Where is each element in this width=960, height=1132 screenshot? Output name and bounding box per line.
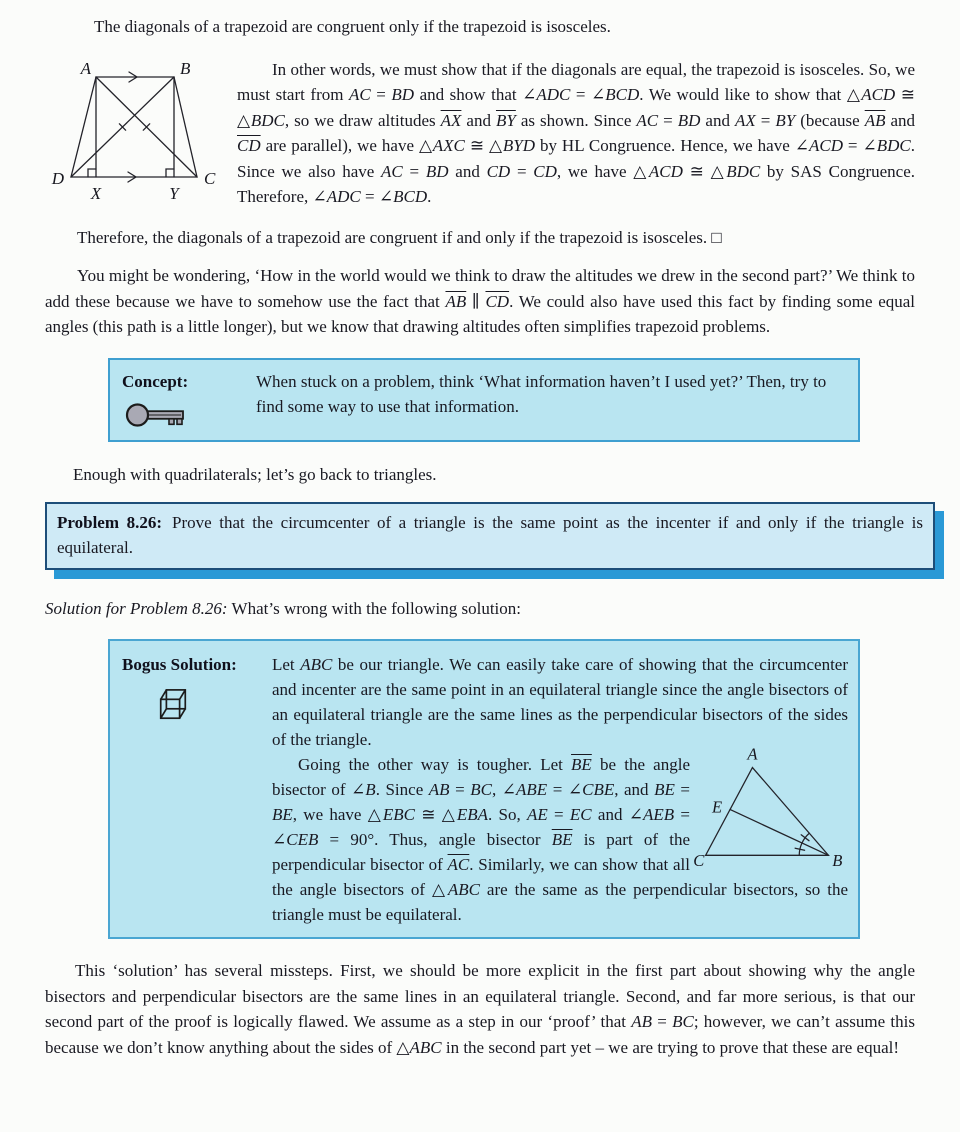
bogus-solution-box (108, 639, 860, 939)
vertex-label-B: B (180, 58, 191, 78)
solution-label: Solution for Problem 8.26: (45, 598, 228, 618)
bogus-label: Bogus Solution: (122, 655, 237, 674)
bogus-text-column (272, 652, 848, 927)
concept-text: When stuck on a problem, think ‘What information haven’t I used yet?’ Then, try to find some way to use that information. (256, 371, 827, 416)
key-icon (124, 399, 190, 431)
transition-line: Enough with quadrilaterals; let’s go back to triangles. (73, 465, 437, 484)
triangle-outline (706, 768, 829, 856)
bogus-label-column (122, 652, 262, 927)
problem-label: Problem 8.26: (57, 512, 162, 532)
right-angle-mark-X (88, 169, 96, 177)
solution-rest: What’s wrong with the following solution: (227, 598, 521, 618)
angle-tick-2 (801, 835, 809, 841)
bogus-paragraph-1: Let ABC be our triangle. We can easily take care of showing that the circumcenter and incenter are the same point in an equilateral triangle since the angle bisectors of an equilateral triangle are the same lines as the perpendicular bisectors of the sides of the triangle. (272, 655, 848, 749)
vertex-label-D: D (51, 168, 64, 188)
triangle-figure-svg (690, 746, 848, 871)
concept-label-column (122, 369, 240, 432)
point-label-E: E (712, 797, 723, 817)
theorem-statement: The diagonals of a trapezoid are congruent only if the trapezoid is isosceles. (94, 17, 611, 36)
concept-label: Concept: (122, 371, 189, 391)
trapezoid-outline (71, 77, 197, 177)
trapezoid-figure (45, 59, 225, 209)
critique-paragraph: This ‘solution’ has several missteps. First, we should be more explicit in the first part about showing why the angle bisectors and perpendicular bisectors are the same lines in an equilateral triangle. Second, and far more serious, is that our second part of the proof is logically flawed. We assume as a step in our ‘proof’ that AB = BC; however, we can’t assume this because we don’t know anything about the sides of △ABC in the second part yet – we are trying to prove that these are equal! (45, 961, 915, 1057)
vertex-label-B: B (832, 851, 843, 871)
vertex-label-A: A (80, 58, 91, 78)
bisector-BE (730, 809, 829, 855)
vertex-label-A: A (747, 746, 758, 764)
trapezoid-figure-svg (45, 59, 225, 209)
foot-label-Y: Y (169, 183, 179, 203)
triangle-figure (690, 746, 848, 871)
wondering-paragraph: You might be wondering, ‘How in the world would we think to draw the altitudes we drew in the second part?’ We think to add these because we have to somehow use the fact that $\overline{AB}$ ∥ $\overline{CD}$. We could also have used this fact by finding some equal angles (this path is a little longer), but we know that drawing altitudes often simplifies trapezoid problems. (45, 266, 916, 336)
right-angle-mark-Y (166, 169, 174, 177)
proof-paragraph: In other words, we must show that if the diagonals are equal, the trapezoid is isosceles. So, we must start from AC = BD and show that ∠ADC = ∠BCD. We would like to show that △ACD ≅ △BDC, so we draw altitudes $\overline{AX}$ and $\overline{BY}$ as shown. Since AC = BD and AX = BY (because $\overline{AB}$ and $\overline{CD}$ are parallel), we have △AXC ≅ △BYD by HL Congruence. Hence, we have ∠ACD = ∠BDC. Since we also have AC = BD and CD = CD, we have △ACD ≅ △BDC by SAS Congruence. Therefore, ∠ADC = ∠BCD. (237, 59, 916, 206)
vertex-label-C: C (693, 851, 705, 871)
concept-box (108, 358, 860, 443)
foot-label-X: X (90, 183, 102, 203)
impossible-cube-icon (156, 686, 190, 724)
proof-section (45, 57, 915, 210)
bogus-paragraph-2: Going the other way is tougher. Let $\overline{BE}$ be the angle bisector of ∠B. Since AB = BC, ∠ABE = ∠CBE, and BE = BE, we have △EBC ≅ △EBA. So, AE = EC and ∠AEB = ∠CEB = 90°. Thus, angle bisector $\overline{BE}$ is part of the perpendicular bisector of $\overline{AC}$. Similarly, we can show that all the angle bisectors of △ABC are the same as the perpendicular bisectors, so the triangle must be equilateral. (272, 755, 849, 924)
problem-box (45, 502, 935, 570)
solution-intro (45, 596, 915, 622)
problem-text: Prove that the circumcenter of a triangle is the same point as the incenter if and only if the triangle is equilateral. (57, 512, 923, 557)
vertex-label-C: C (204, 168, 216, 188)
iff-conclusion: Therefore, the diagonals of a trapezoid are congruent if and only if the trapezoid is isosceles. □ (77, 227, 722, 247)
